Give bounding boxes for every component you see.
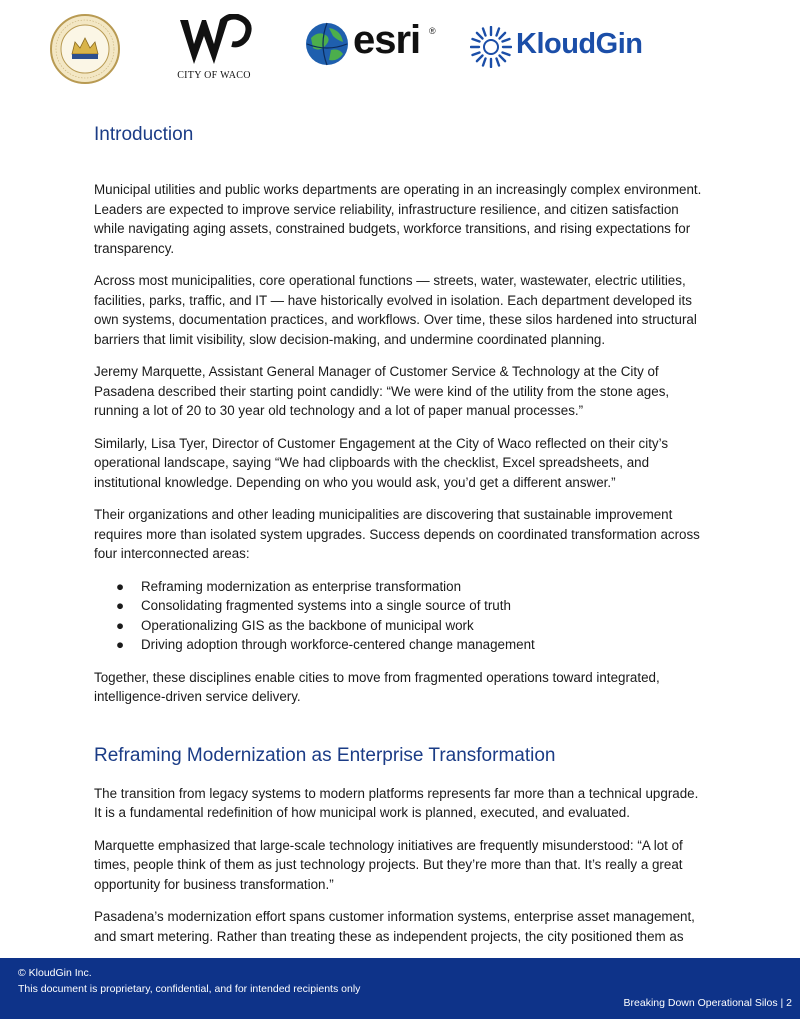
kloudgin-wordmark: KloudGin	[516, 28, 643, 60]
bullet-icon: ●	[116, 598, 125, 613]
list-item-text: Reframing modernization as enterprise transformation	[141, 578, 462, 594]
document-body	[94, 124, 708, 946]
body-paragraph: Together, these disciplines enable cities to move from fragmented operations toward integrated, intelligence-driven service delivery.	[94, 669, 660, 704]
esri-registered-mark: ®	[429, 26, 436, 36]
page-footer	[0, 958, 800, 1019]
list-item-text: Driving adoption through workforce-centered change management	[141, 637, 535, 652]
esri-wordmark: esri	[353, 18, 421, 62]
body-paragraph: Marquette emphasized that large-scale technology initiatives are frequently misunderstood: “A lot of times, people think of them as just technology projects. But they’re more than that. It’s really a great opportunity for business transformation.”	[94, 837, 683, 892]
section-heading-reframing-modernization: Reframing Modernization as Enterprise Transformation	[94, 744, 556, 766]
waco-logo-label: CITY OF WACO	[177, 70, 251, 81]
bullet-icon: ●	[116, 637, 125, 652]
body-paragraph: Similarly, Lisa Tyer, Director of Customer Engagement at the City of Waco reflected on their city’s operational landscape, saying “We had clipboards with the checklist, Excel spreadsheets, and institutional knowledge. Depending on who you would ask, you’d get a different answer.”	[94, 435, 669, 490]
body-paragraph: Pasadena’s modernization effort spans customer information systems, enterprise asset management, and smart metering. Rather than treating these as independent projects, the city positioned them as	[94, 909, 695, 944]
body-paragraph: Their organizations and other leading municipalities are discovering that sustainable improvement requires more than isolated system upgrades. Success depends on coordinated transformation across four interconnected areas:	[94, 507, 700, 561]
esri-logo	[305, 18, 436, 68]
list-item	[94, 635, 708, 655]
bullet-icon: ●	[116, 617, 125, 633]
footer-copyright: © KloudGin Inc.	[18, 967, 92, 979]
partner-logos	[0, 14, 800, 84]
footer-confidentiality-notice: This document is proprietary, confidential, and for intended recipients only	[18, 983, 361, 995]
body-paragraph: Across most municipalities, core operational functions — streets, water, wastewater, electric utilities, facilities, parks, traffic, and IT — have historically evolved in isolation. Each department developed its own systems, documentation practices, and workflows. Over time, these silos hardened into structural barriers that limit visibility, slow decision-making, and undermine coordinated planning.	[94, 273, 697, 347]
body-paragraph: Jeremy Marquette, Assistant General Manager of Customer Service & Technology at the City of Pasadena described their starting point candidly: “We were kind of the utility from the stone ages, running a lot of 20 to 30 year old technology and a lot of paper manual processes.”	[94, 364, 670, 418]
list-item	[94, 616, 708, 636]
list-item-text: Consolidating fragmented systems into a single source of truth	[141, 598, 511, 613]
city-of-waco-logo	[172, 14, 256, 86]
bullet-icon: ●	[116, 578, 125, 594]
footer-page-label: Breaking Down Operational Silos | 2	[623, 997, 792, 1009]
bullet-list	[94, 577, 708, 655]
list-item-text: Operationalizing GIS as the backbone of municipal work	[141, 617, 474, 633]
section-heading-introduction: Introduction	[94, 124, 194, 145]
list-item	[94, 596, 708, 616]
city-of-pasadena-seal-logo	[50, 14, 120, 84]
body-paragraph: Municipal utilities and public works departments are operating in an increasingly complex environment. Leaders are expected to improve service reliability, infrastructure resilience, and citizen satisfaction while navigating aging assets, constrained budgets, workforce transitions, and rising expectations for transparency.	[94, 182, 702, 256]
list-item	[94, 577, 708, 597]
kloudgin-logo	[470, 24, 650, 74]
body-paragraph: The transition from legacy systems to modern platforms represents far more than a technical upgrade. It is a fundamental redefinition of how municipal work is planned, executed, and evaluated.	[94, 785, 699, 820]
